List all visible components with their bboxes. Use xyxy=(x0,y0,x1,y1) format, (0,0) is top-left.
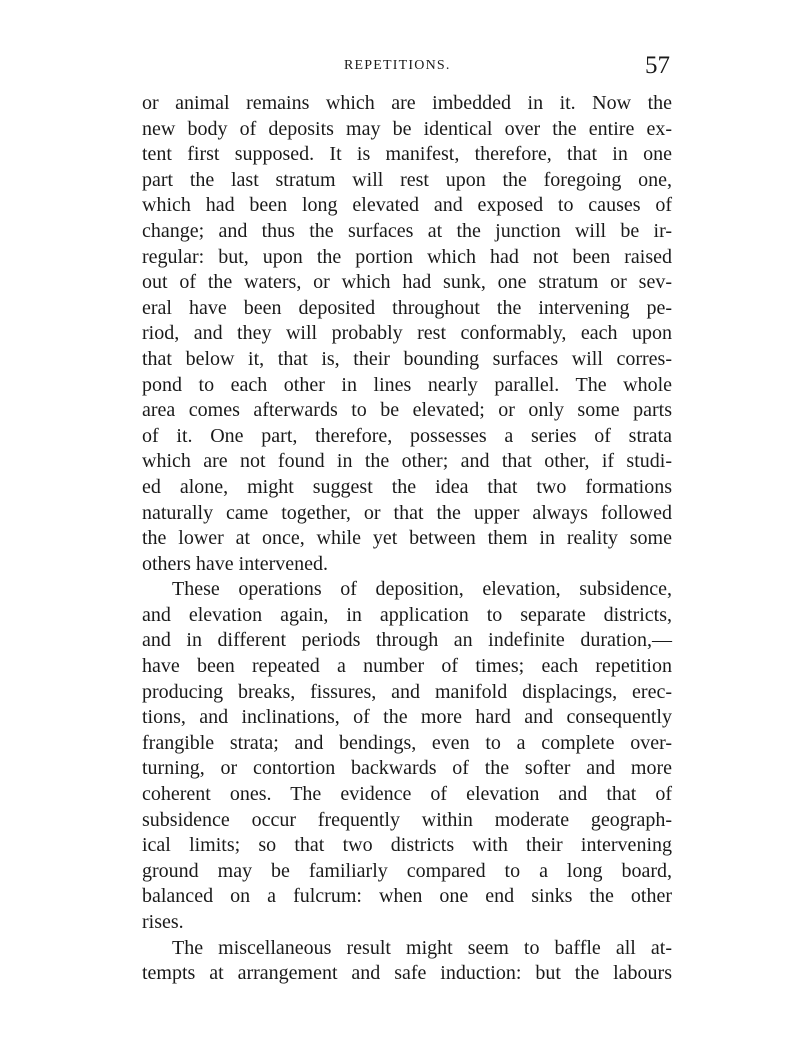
text-line: and elevation again, in application to separate districts, xyxy=(142,603,672,626)
text-line: rises. xyxy=(142,911,184,933)
text-line: which had been long elevated and exposed to causes of xyxy=(142,194,672,217)
text-line: have been repeated a number of times; each repetition xyxy=(142,655,672,678)
text-line: tions, and inclinations, of the more hard and consequently xyxy=(142,706,672,729)
text-line: change; and thus the surfaces at the junction will be ir- xyxy=(142,219,672,242)
text-line: tempts at arrangement and safe induction: but the labours xyxy=(142,962,672,985)
text-line: new body of deposits may be identical over the entire ex- xyxy=(142,117,672,140)
text-line: that below it, that is, their bounding surfaces will corres- xyxy=(142,347,672,370)
text-line: tent first supposed. It is manifest, therefore, that in one xyxy=(142,143,672,166)
text-line: balanced on a fulcrum: when one end sinks the other xyxy=(142,885,672,908)
page-number: 57 xyxy=(645,52,670,79)
text-line: regular: but, upon the portion which had not been raised xyxy=(142,245,672,268)
text-line: ground may be familiarly compared to a long board, xyxy=(142,859,672,882)
text-line: The miscellaneous result might seem to baffle all at- xyxy=(172,936,672,959)
running-title: REPETITIONS. xyxy=(344,58,451,73)
text-line: These operations of deposition, elevation, subsidence, xyxy=(172,578,672,601)
text-line: out of the waters, or which had sunk, one stratum or sev- xyxy=(142,271,672,294)
text-line: naturally came together, or that the upper always followed xyxy=(142,501,672,524)
text-line: subsidence occur frequently within moderate geograph- xyxy=(142,808,672,831)
text-line: ed alone, might suggest the idea that two formations xyxy=(142,475,672,498)
text-line: frangible strata; and bendings, even to a complete over- xyxy=(142,731,672,754)
text-line: ical limits; so that two districts with their intervening xyxy=(142,834,672,857)
text-line: of it. One part, therefore, possesses a series of strata xyxy=(142,424,672,447)
text-line: riod, and they will probably rest conformably, each upon xyxy=(142,322,672,345)
text-line: part the last stratum will rest upon the foregoing one, xyxy=(142,168,672,191)
text-line: producing breaks, fissures, and manifold displacings, erec- xyxy=(142,680,672,703)
text-line: turning, or contortion backwards of the softer and more xyxy=(142,757,672,780)
running-head xyxy=(140,52,672,82)
text-line: or animal remains which are imbedded in it. Now the xyxy=(142,92,672,114)
text-line: coherent ones. The evidence of elevation and that of xyxy=(142,783,672,806)
text-line: the lower at once, while yet between them in reality some xyxy=(142,527,672,550)
text-line: others have intervened. xyxy=(142,552,329,575)
text-line: which are not found in the other; and that other, if studi- xyxy=(142,450,672,473)
text-line: pond to each other in lines nearly parallel. The whole xyxy=(142,373,672,396)
text-line: area comes afterwards to be elevated; or only some parts xyxy=(142,399,672,422)
text-line: and in different periods through an indefinite duration,— xyxy=(142,629,672,652)
body-text xyxy=(142,91,672,987)
text-line: eral have been deposited throughout the intervening pe- xyxy=(142,296,672,319)
